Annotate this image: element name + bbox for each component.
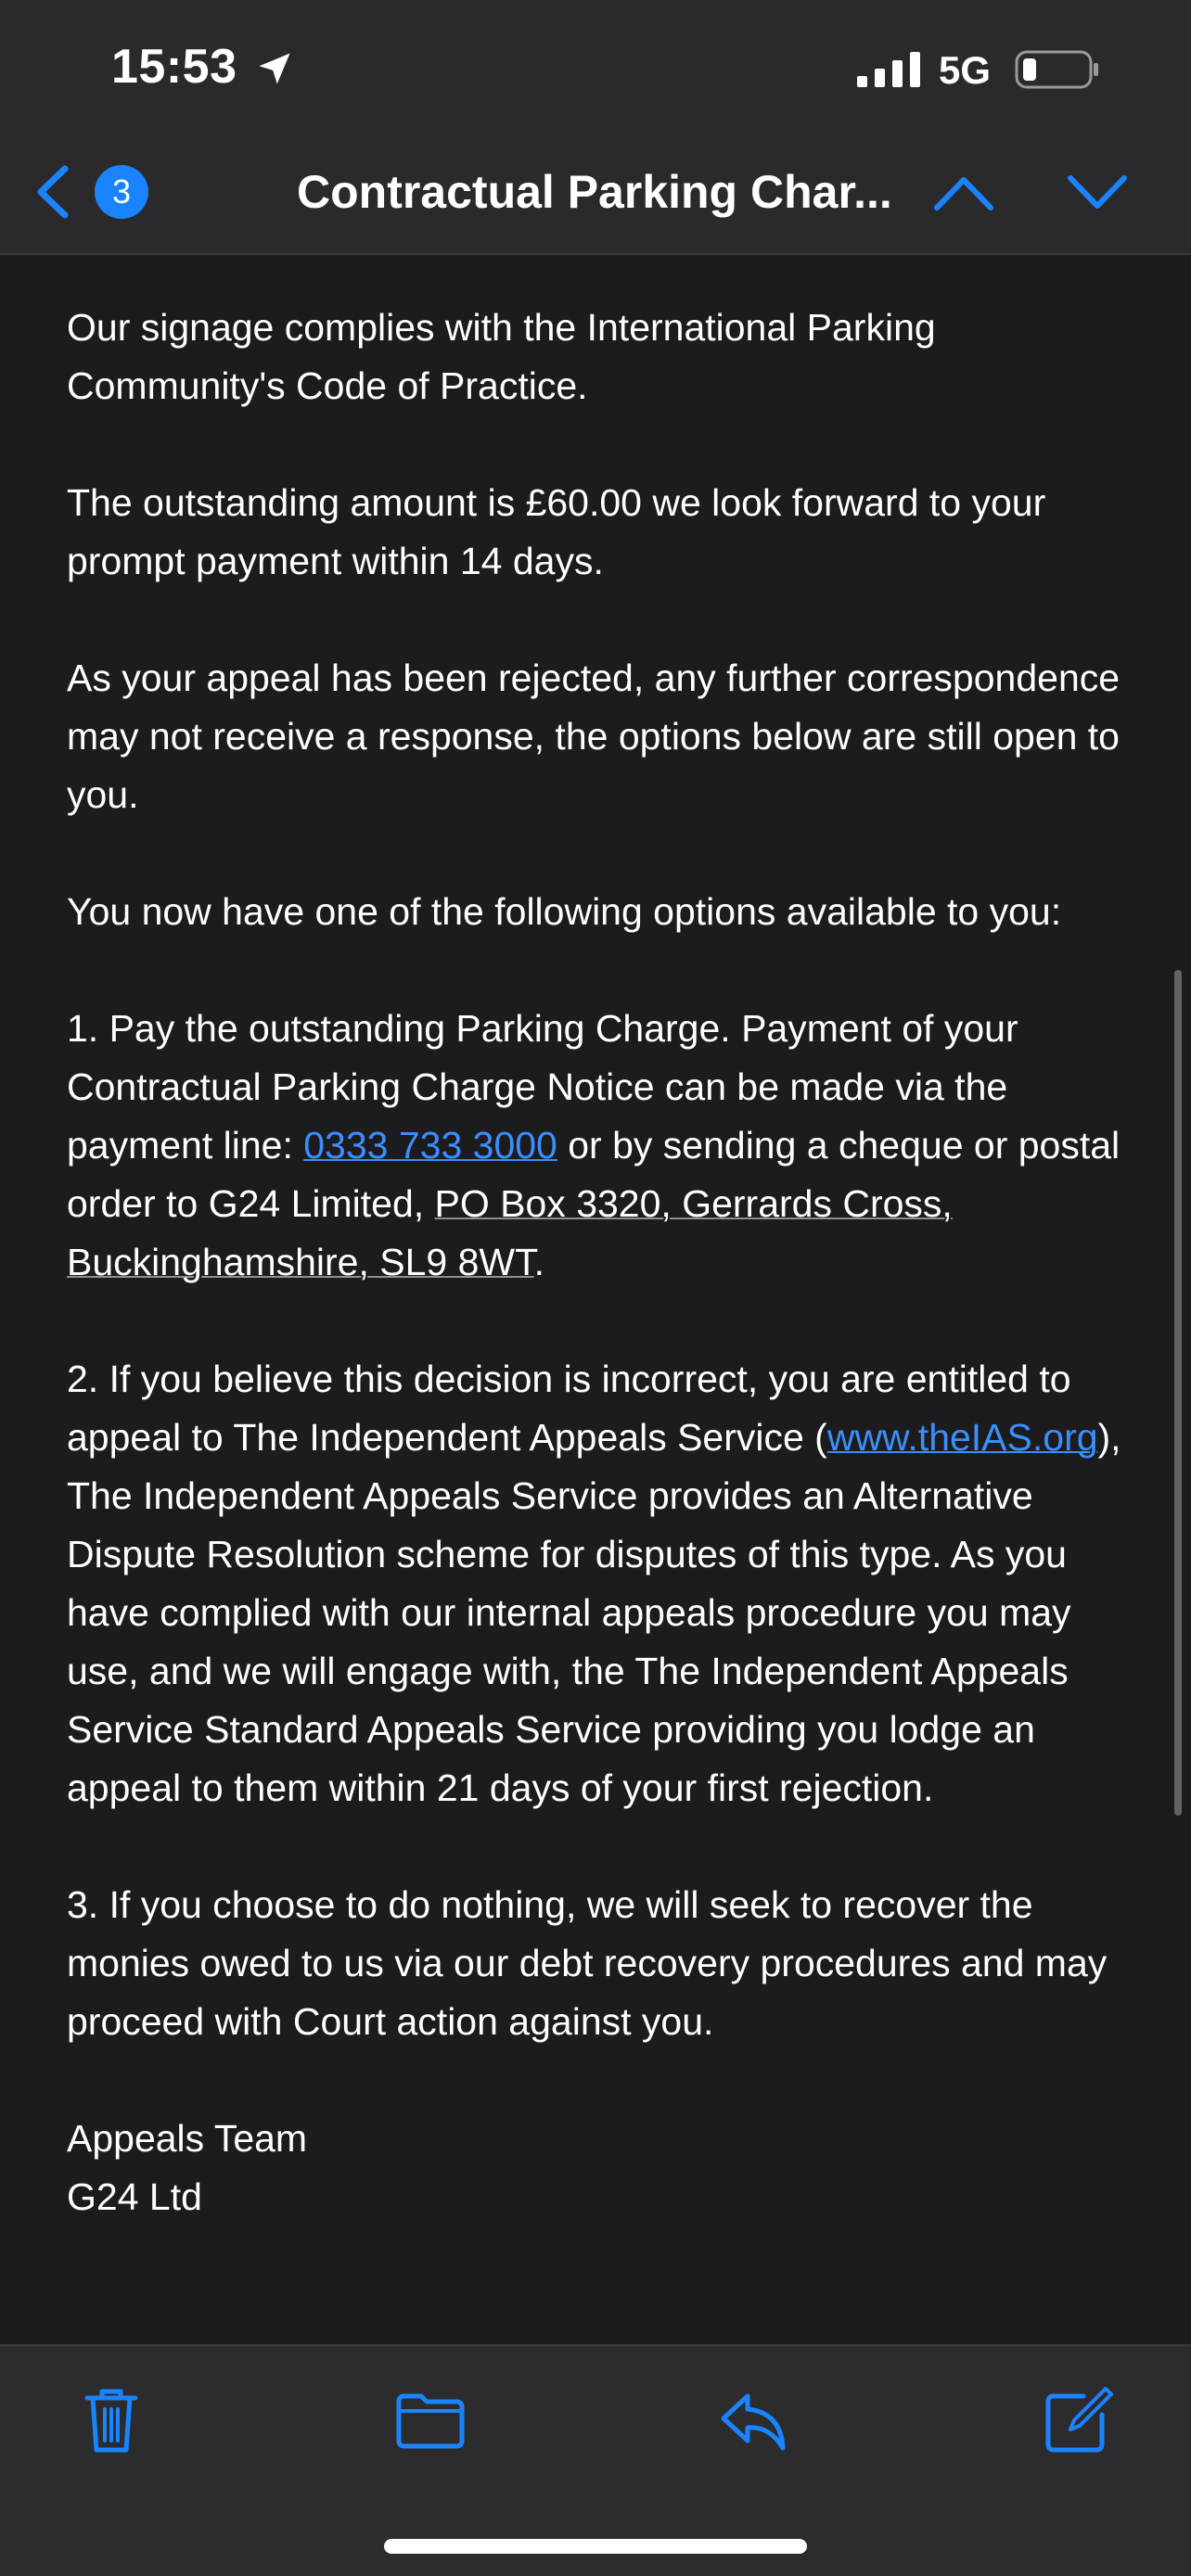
option-appeal-text: 2. If you believe this decision is incorrect, you are entitled to appeal to The Independent Appeals Service (	[67, 1358, 1071, 1459]
ias-website-link[interactable]: www.theIAS.org	[826, 1416, 1098, 1459]
email-subject-title: Contractual Parking Char...	[297, 166, 892, 218]
payment-phone-link[interactable]: 0333 733 3000	[303, 1124, 557, 1167]
reply-icon[interactable]	[716, 2383, 790, 2457]
email-body	[67, 299, 1143, 2226]
paragraph-options-intro: You now have one of the following options available to you:	[67, 890, 1062, 933]
chevron-up-icon[interactable]	[931, 171, 996, 213]
paragraph-outstanding-amount: The outstanding amount is £60.00 we look forward to your prompt payment within 14 days.	[67, 481, 1046, 582]
chevron-down-icon[interactable]	[1065, 171, 1130, 213]
address-link-1[interactable]: PO Box 3320, Gerrards Cross,	[434, 1182, 953, 1225]
home-indicator[interactable]	[384, 2539, 807, 2554]
unread-count-badge[interactable]: 3	[95, 165, 148, 219]
option-pay-text-3: .	[533, 1241, 545, 1283]
paragraph-option-nothing: 3. If you choose to do nothing, we will seek to recover the monies owed to us via our debt recovery procedures and may proceed with Court action against you.	[67, 1883, 1108, 2043]
status-time: 15:53	[111, 40, 237, 94]
option-pay-text-2: or by sending a cheque or postal order to G24 Limited,	[67, 1124, 1121, 1225]
network-type: 5G	[939, 48, 992, 92]
battery-icon	[1015, 50, 1100, 89]
signature-team: Appeals Team	[67, 2117, 308, 2160]
paragraph-appeal-rejected: As your appeal has been rejected, any further correspondence may not receive a response, the options below are still open to you.	[67, 657, 1121, 816]
status-bar	[0, 0, 1191, 139]
location-arrow-icon	[254, 48, 295, 89]
email-signature	[67, 2110, 1143, 2226]
chevron-left-icon[interactable]	[32, 163, 72, 221]
compose-icon[interactable]	[1041, 2383, 1115, 2457]
paragraph-signage: Our signage complies with the International Parking Community's Code of Practice.	[67, 306, 936, 407]
option-appeal-text-2: ), The Independent Appeals Service provides an Alternative Dispute Resolution scheme for disputes of this type. As you have complied with our internal appeals procedure you may use, and we will engage with, the The Independent Appeals Service Standard Appeals Service providing you lodge an appeal to them within 21 days of your first rejection.	[67, 1416, 1121, 1809]
trash-icon[interactable]	[74, 2383, 148, 2457]
option-pay-text: 1. Pay the outstanding Parking Charge. Payment of your Contractual Parking Charge Notice can be made via the payment line:	[67, 1007, 1018, 1167]
paragraph-option-appeal	[67, 1350, 1143, 1817]
nav-bar	[0, 139, 1191, 255]
paragraph-option-pay	[67, 1000, 1143, 1292]
signal-icon	[857, 52, 920, 87]
address-link-2[interactable]: Buckinghamshire, SL9 8WT	[67, 1241, 534, 1283]
signature-company: G24 Ltd	[67, 2175, 202, 2218]
scrollbar[interactable]	[1174, 970, 1182, 1816]
folder-icon[interactable]	[393, 2383, 467, 2457]
